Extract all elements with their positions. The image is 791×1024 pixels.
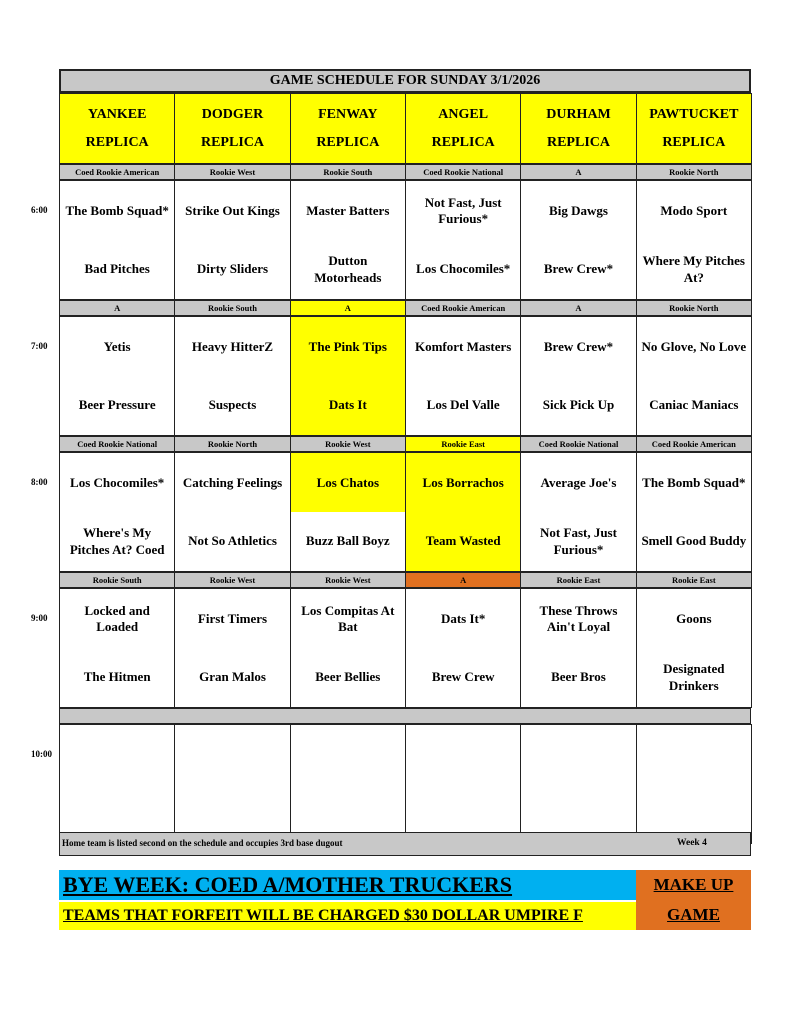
division-label: Rookie East <box>405 436 521 452</box>
time-label-9: 9:00 <box>31 613 48 623</box>
forfeit-text: TEAMS THAT FORFEIT WILL BE CHARGED $30 DOLLAR UMPIRE F <box>63 907 583 924</box>
home-team: Where's My Pitches At? Coed <box>59 512 175 572</box>
home-team: Dats It <box>290 376 406 436</box>
home-team: The Hitmen <box>59 648 175 708</box>
time-label-8: 8:00 <box>31 477 48 487</box>
division-label: A <box>290 300 406 316</box>
home-team: Brew Crew <box>405 648 521 708</box>
away-team: Los Compitas At Bat <box>290 588 406 649</box>
home-team: Beer Bros <box>520 648 636 708</box>
field-type: REPLICA <box>431 134 495 150</box>
home-team: Dirty Sliders <box>174 240 290 300</box>
empty-divider-row <box>59 708 751 724</box>
empty-game-cell <box>174 724 290 785</box>
field-header-angel <box>405 93 521 164</box>
division-label: A <box>520 300 636 316</box>
away-team: The Bomb Squad* <box>59 180 175 241</box>
field-type: REPLICA <box>546 134 610 150</box>
home-team: Suspects <box>174 376 290 436</box>
division-label: Rookie South <box>59 572 175 588</box>
schedule-grid <box>59 69 751 869</box>
away-team: Brew Crew* <box>520 316 636 377</box>
make-up-game-box <box>636 870 751 930</box>
away-team: Not Fast, Just Furious* <box>405 180 521 241</box>
week-number: Week 4 <box>677 838 707 848</box>
away-team: These Throws Ain't Loyal <box>520 588 636 649</box>
division-label: Coed Rookie American <box>59 164 175 180</box>
field-header-yankee <box>59 93 175 164</box>
field-header-pawtucket <box>636 93 752 164</box>
field-name: YANKEE <box>87 107 147 122</box>
home-team: Team Wasted <box>405 512 521 572</box>
home-team: Designated Drinkers <box>636 648 752 708</box>
home-team: Los Chocomiles* <box>405 240 521 300</box>
bye-week-banner <box>59 870 636 900</box>
footer-note: Home team is listed second on the schedule and occupies 3rd base dugout <box>62 838 343 849</box>
field-header-fenway <box>290 93 406 164</box>
home-team: Brew Crew* <box>520 240 636 300</box>
schedule-title: GAME SCHEDULE FOR SUNDAY 3/1/2026 <box>59 69 751 93</box>
field-name: DODGER <box>201 107 264 122</box>
division-label: Rookie East <box>520 572 636 588</box>
empty-game-cell <box>405 724 521 785</box>
home-team: Caniac Maniacs <box>636 376 752 436</box>
home-team: Sick Pick Up <box>520 376 636 436</box>
division-label: Coed Rookie National <box>59 436 175 452</box>
time-label-6: 6:00 <box>31 205 48 215</box>
empty-game-cell <box>520 724 636 785</box>
division-label: Rookie West <box>174 572 290 588</box>
away-team: Los Chatos <box>290 452 406 513</box>
division-label: Coed Rookie National <box>520 436 636 452</box>
footer-note-bar <box>59 832 751 856</box>
division-label: Rookie East <box>636 572 752 588</box>
away-team: Strike Out Kings <box>174 180 290 241</box>
home-team: Not Fast, Just Furious* <box>520 512 636 572</box>
away-team: Los Chocomiles* <box>59 452 175 513</box>
away-team: Heavy HitterZ <box>174 316 290 377</box>
time-label-7: 7:00 <box>31 341 48 351</box>
division-label: Rookie West <box>174 164 290 180</box>
division-label: A <box>59 300 175 316</box>
make-up-line-2: GAME <box>667 905 720 924</box>
away-team: Big Dawgs <box>520 180 636 241</box>
division-label: Coed Rookie American <box>636 436 752 452</box>
division-label: Rookie North <box>174 436 290 452</box>
division-label: Coed Rookie American <box>405 300 521 316</box>
away-team: No Glove, No Love <box>636 316 752 377</box>
field-header-durham <box>520 93 636 164</box>
empty-game-cell <box>59 724 175 785</box>
home-team: Dutton Motorheads <box>290 240 406 300</box>
away-team: Average Joe's <box>520 452 636 513</box>
field-name: FENWAY <box>318 107 378 122</box>
away-team: Catching Feelings <box>174 452 290 513</box>
away-team: Los Borrachos <box>405 452 521 513</box>
make-up-line-1: MAKE UP <box>653 875 734 894</box>
empty-game-cell <box>636 724 752 785</box>
division-label: Rookie South <box>290 164 406 180</box>
home-team: Bad Pitches <box>59 240 175 300</box>
division-label: Rookie West <box>290 572 406 588</box>
empty-game-cell <box>290 724 406 785</box>
home-team: Gran Malos <box>174 648 290 708</box>
home-team: Buzz Ball Boyz <box>290 512 406 572</box>
field-type: REPLICA <box>200 134 264 150</box>
division-label: A <box>520 164 636 180</box>
division-label: A <box>405 572 521 588</box>
away-team: The Pink Tips <box>290 316 406 377</box>
field-name: DURHAM <box>546 107 611 122</box>
home-team: Not So Athletics <box>174 512 290 572</box>
home-team: Los Del Valle <box>405 376 521 436</box>
field-type: REPLICA <box>85 134 149 150</box>
field-type: REPLICA <box>662 134 726 150</box>
away-team: Master Batters <box>290 180 406 241</box>
away-team: Yetis <box>59 316 175 377</box>
home-team: Beer Bellies <box>290 648 406 708</box>
away-team: First Timers <box>174 588 290 649</box>
away-team: The Bomb Squad* <box>636 452 752 513</box>
division-label: Rookie West <box>290 436 406 452</box>
forfeit-notice <box>59 902 636 930</box>
division-label: Rookie North <box>636 164 752 180</box>
division-label: Coed Rookie National <box>405 164 521 180</box>
away-team: Goons <box>636 588 752 649</box>
division-label: Rookie South <box>174 300 290 316</box>
field-name: ANGEL <box>438 107 489 122</box>
division-label: Rookie North <box>636 300 752 316</box>
bye-week-text: BYE WEEK: COED A/MOTHER TRUCKERS <box>63 872 513 897</box>
time-label-10: 10:00 <box>31 749 52 759</box>
field-header-dodger <box>174 93 290 164</box>
home-team: Smell Good Buddy <box>636 512 752 572</box>
away-team: Komfort Masters <box>405 316 521 377</box>
away-team: Locked and Loaded <box>59 588 175 649</box>
field-type: REPLICA <box>316 134 380 150</box>
home-team: Where My Pitches At? <box>636 240 752 300</box>
away-team: Dats It* <box>405 588 521 649</box>
field-name: PAWTUCKET <box>649 107 739 122</box>
away-team: Modo Sport <box>636 180 752 241</box>
home-team: Beer Pressure <box>59 376 175 436</box>
